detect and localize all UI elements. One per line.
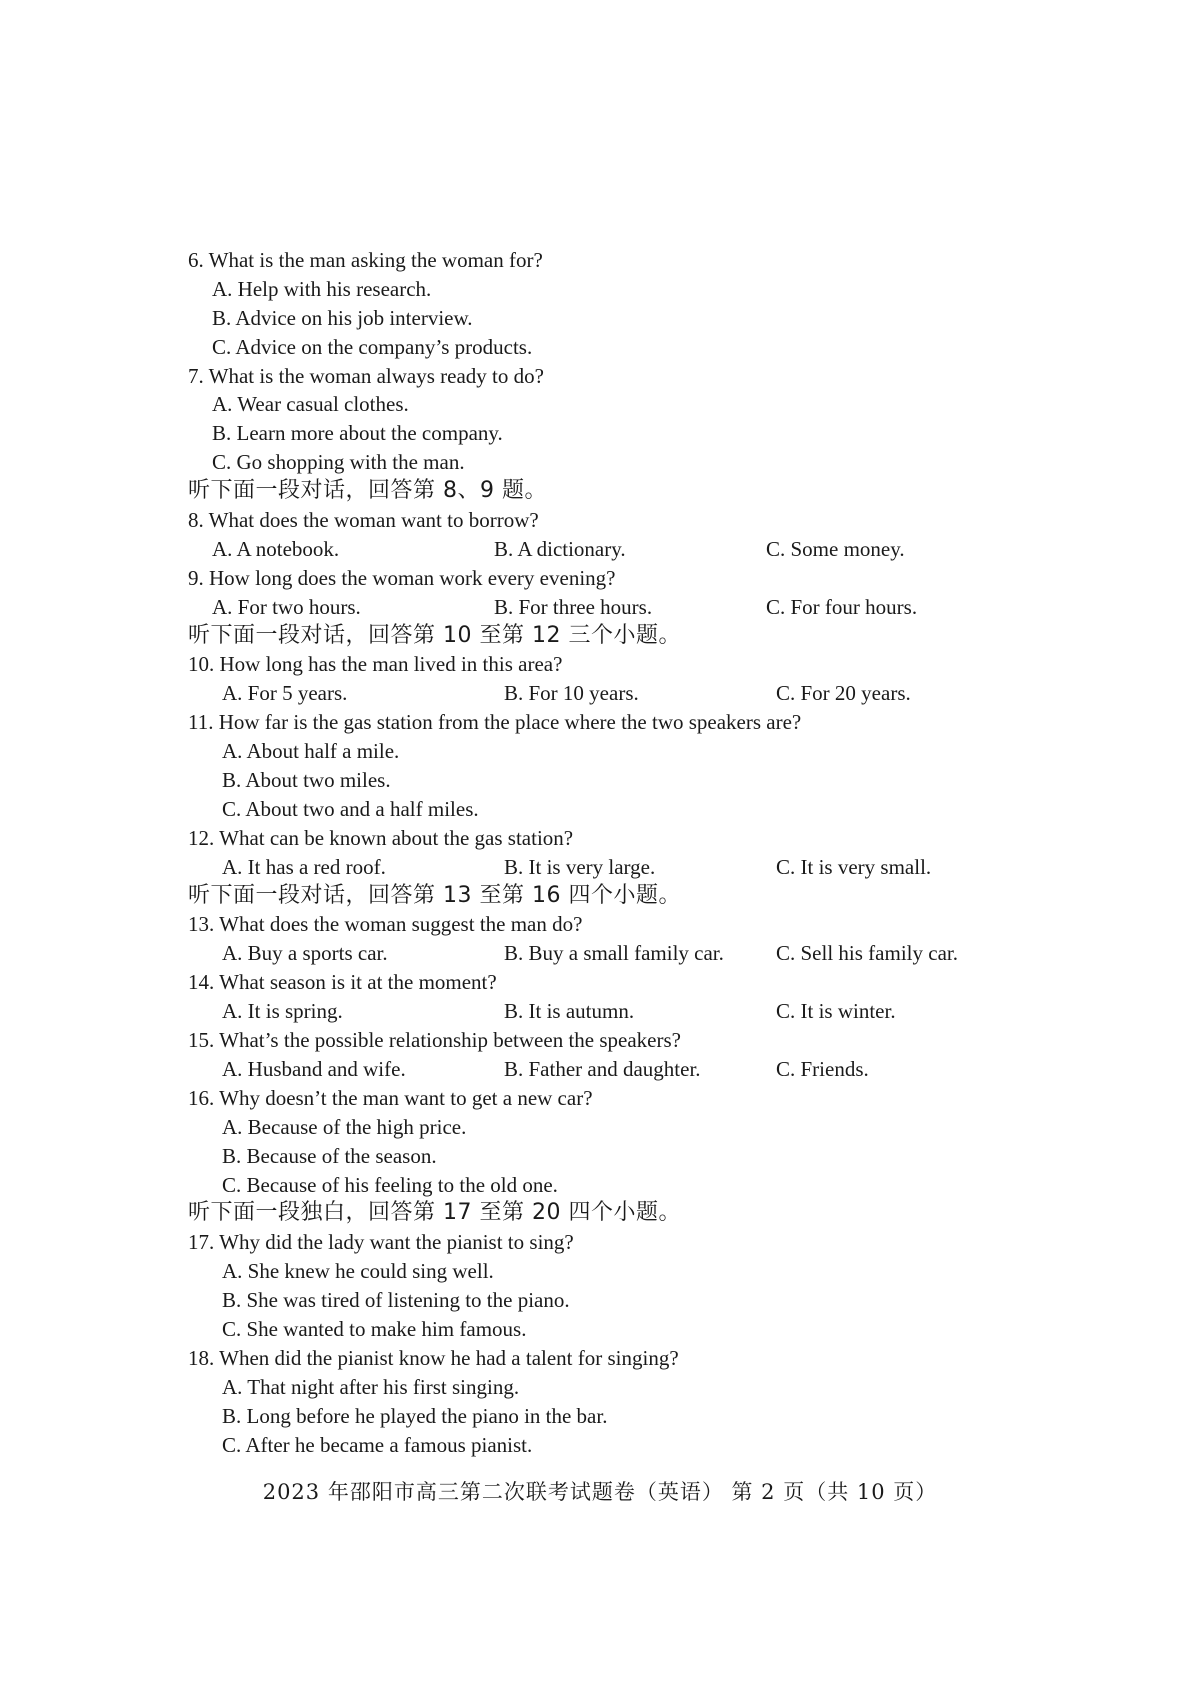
answer-option: B. For three hours. bbox=[494, 594, 653, 619]
question-text: 8. What does the woman want to borrow? bbox=[188, 508, 539, 533]
answer-option: B. She was tired of listening to the piano. bbox=[222, 1288, 570, 1313]
question-text: 6. What is the man asking the woman for? bbox=[188, 248, 543, 272]
answer-option: C. Advice on the company’s products. bbox=[212, 334, 533, 359]
answer-option: A. That night after his first singing. bbox=[222, 1374, 520, 1399]
question-text: 11. How far is the gas station from the place where the two speakers are? bbox=[188, 710, 802, 735]
answer-option: A. For two hours. bbox=[212, 594, 361, 619]
section-instruction: 听下面一段对话，回答第 13 至第 16 四个小题。 bbox=[188, 882, 681, 908]
answer-option: C. After he became a famous pianist. bbox=[222, 1432, 533, 1457]
answer-option: A. About half a mile. bbox=[222, 739, 400, 764]
answer-option: C. It is very small. bbox=[776, 854, 932, 879]
answer-option: B. Father and daughter. bbox=[504, 1056, 701, 1081]
question-text: 18. When did the pianist know he had a talent for singing? bbox=[188, 1345, 679, 1370]
answer-option: B. It is very large. bbox=[504, 854, 656, 879]
answer-option: B. Buy a small family car. bbox=[504, 941, 724, 966]
answer-option: B. Long before he played the piano in the bar. bbox=[222, 1403, 608, 1428]
question-text: 13. What does the woman suggest the man do? bbox=[188, 912, 583, 937]
answer-option: B. For 10 years. bbox=[504, 681, 639, 706]
answer-option: C. Friends. bbox=[776, 1056, 869, 1081]
section-instruction: 听下面一段独白，回答第 17 至第 20 四个小题。 bbox=[188, 1200, 681, 1226]
section-instruction: 听下面一段对话，回答第 10 至第 12 三个小题。 bbox=[188, 622, 681, 648]
answer-option: B. About two miles. bbox=[222, 768, 391, 793]
question-text: 9. How long does the woman work every evening? bbox=[188, 565, 616, 590]
answer-option: C. About two and a half miles. bbox=[222, 796, 479, 821]
option-row bbox=[188, 1055, 1028, 1084]
answer-option: C. Go shopping with the man. bbox=[212, 450, 465, 475]
answer-option: A. A notebook. bbox=[212, 536, 340, 561]
answer-option: A. Because of the high price. bbox=[222, 1114, 467, 1139]
answer-option: C. Sell his family car. bbox=[776, 941, 958, 966]
option-row bbox=[188, 939, 1028, 968]
answer-option: C. Some money. bbox=[766, 536, 905, 561]
answer-option: C. It is winter. bbox=[776, 999, 896, 1024]
question-text: 17. Why did the lady want the pianist to sing? bbox=[188, 1230, 574, 1255]
question-text: 12. What can be known about the gas station? bbox=[188, 825, 574, 850]
question-text: 10. How long has the man lived in this area? bbox=[188, 652, 563, 677]
answer-option: C. Because of his feeling to the old one. bbox=[222, 1172, 558, 1197]
answer-option: A. Wear casual clothes. bbox=[212, 392, 409, 417]
answer-option: B. A dictionary. bbox=[494, 536, 626, 561]
answer-option: C. For 20 years. bbox=[776, 681, 911, 706]
question-text: 7. What is the woman always ready to do? bbox=[188, 363, 544, 388]
question-text: 14. What season is it at the moment? bbox=[188, 970, 497, 995]
answer-option: A. Buy a sports car. bbox=[222, 941, 388, 966]
answer-option: B. It is autumn. bbox=[504, 999, 635, 1024]
question-text: 15. What’s the possible relationship between the speakers? bbox=[188, 1028, 681, 1053]
answer-option: A. Help with his research. bbox=[212, 276, 432, 301]
answer-option: C. She wanted to make him famous. bbox=[222, 1316, 527, 1341]
answer-option: A. She knew he could sing well. bbox=[222, 1259, 494, 1284]
option-row bbox=[188, 535, 1028, 564]
answer-option: A. It is spring. bbox=[222, 999, 343, 1024]
answer-option: B. Learn more about the company. bbox=[212, 421, 503, 446]
answer-option: A. Husband and wife. bbox=[222, 1056, 406, 1081]
section-instruction: 听下面一段对话，回答第 8、9 题。 bbox=[188, 478, 547, 504]
answer-option: B. Advice on his job interview. bbox=[212, 305, 473, 330]
answer-option: C. For four hours. bbox=[766, 594, 918, 619]
question-text: 16. Why doesn’t the man want to get a new car? bbox=[188, 1085, 593, 1110]
option-row bbox=[188, 679, 1028, 708]
answer-option: A. It has a red roof. bbox=[222, 854, 386, 879]
answer-option: A. For 5 years. bbox=[222, 681, 348, 706]
option-row bbox=[188, 997, 1028, 1026]
option-row bbox=[188, 593, 1028, 622]
page-footer: 2023 年邵阳市高三第二次联考试题卷（英语） 第 2 页（共 10 页） bbox=[262, 1480, 938, 1504]
answer-option: B. Because of the season. bbox=[222, 1143, 437, 1168]
listening-questions bbox=[188, 246, 1028, 1459]
option-row bbox=[188, 853, 1028, 882]
